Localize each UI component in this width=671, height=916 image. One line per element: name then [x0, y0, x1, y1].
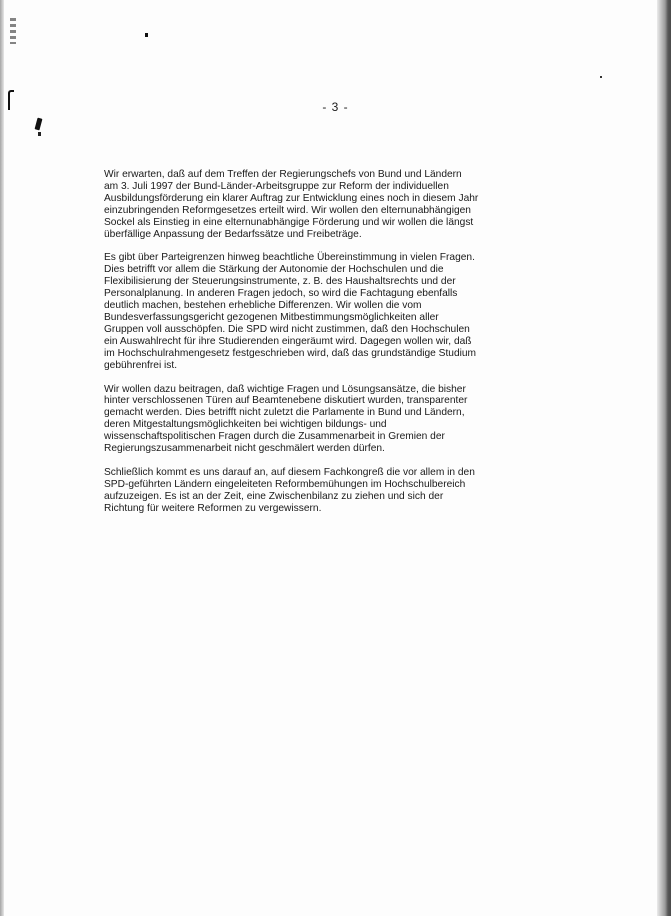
- scan-left-edge: [0, 0, 4, 916]
- scan-speck: [145, 33, 148, 37]
- text-line: deutlich machen, bestehen erhebliche Differenzen. Wir wollen die vom: [104, 300, 422, 312]
- scan-speck: [10, 18, 16, 44]
- page-number: - 3 -: [322, 100, 349, 114]
- scan-speck: [35, 118, 43, 131]
- text-line: wissenschaftspolitischen Fragen durch die Zusammenarbeit in Gremien der: [104, 431, 445, 443]
- document-body: [104, 169, 524, 527]
- scan-right-edge: [657, 0, 671, 916]
- text-line: einzubringenden Reformgesetzes erteilt wird. Wir wollen den elternunabhängigen: [104, 204, 471, 216]
- text-line: Wir erwarten, daß auf dem Treffen der Regierungschefs von Bund und Ländern: [104, 169, 462, 180]
- text-line: Es gibt über Parteigrenzen hinweg beachtliche Übereinstimmung in vielen Fragen.: [104, 252, 475, 264]
- text-line: deren Mitgestaltungsmöglichkeiten bei wichtigen bildungs- und: [104, 419, 387, 431]
- paragraph: [104, 467, 524, 515]
- text-line: Dies betrifft vor allem die Stärkung der Autonomie der Hochschulen und die: [104, 264, 444, 276]
- text-line: gebührenfrei ist.: [104, 359, 178, 371]
- text-line: Wir wollen dazu beitragen, daß wichtige Fragen und Lösungsansätze, die bisher: [104, 383, 466, 395]
- text-line: Sockel als Einstieg in eine elternunabhängige Förderung und wir wollen die längst: [104, 216, 474, 228]
- text-line: gemacht werden. Dies betrifft nicht zuletzt die Parlamente in Bund und Ländern,: [104, 407, 465, 419]
- paragraph: [104, 384, 524, 455]
- text-line: überfällige Anpassung der Bedarfssätze und Freibeträge.: [104, 228, 362, 240]
- text-line: Gruppen voll ausschöpfen. Die SPD wird nicht zustimmen, daß den Hochschulen: [104, 323, 470, 335]
- paragraph: [104, 169, 524, 240]
- text-line: am 3. Juli 1997 der Bund-Länder-Arbeitsgruppe zur Reform der individuellen: [104, 180, 449, 192]
- text-line: Regierungszusammenarbeit nicht geschmälert werden dürfen.: [104, 443, 385, 455]
- scan-footer-smudge: [290, 893, 360, 901]
- text-line: im Hochschulrahmengesetz festgeschrieben wird, daß das grundständige Studium: [104, 347, 477, 359]
- paragraph: [104, 252, 524, 371]
- text-line: ein Auswahlrecht für ihre Studierenden eingeräumt wird. Dagegen wollen wir, daß: [104, 335, 472, 347]
- text-line: Schließlich kommt es uns darauf an, auf diesem Fachkongreß die vor allem in den: [104, 466, 475, 478]
- text-line: Flexibilisierung der Steuerungsinstrumente, z. B. des Haushaltsrechts und der: [104, 276, 456, 288]
- text-line: Ausbildungsförderung ein klarer Auftrag zur Entwicklung eines noch in diesem Jahr: [104, 192, 479, 204]
- text-line: Personalplanung. In anderen Fragen jedoch, so wird die Fachtagung ebenfalls: [104, 288, 458, 300]
- text-line: Richtung für weitere Reformen zu vergewissern.: [104, 502, 322, 514]
- scan-speck: [38, 132, 41, 136]
- text-line: SPD-geführten Ländern eingeleiteten Reformbemühungen im Hochschulbereich: [104, 478, 466, 490]
- text-line: Bundesverfassungsgericht gezogenen Mitbestimmungsmöglichkeiten aller: [104, 311, 439, 323]
- scan-speck: [600, 76, 602, 78]
- text-line: hinter verschlossenen Türen auf Beamtenebene diskutiert wurden, transparenter: [104, 395, 468, 407]
- text-line: aufzuzeigen. Es ist an der Zeit, eine Zwischenbilanz zu ziehen und sich der: [104, 490, 444, 502]
